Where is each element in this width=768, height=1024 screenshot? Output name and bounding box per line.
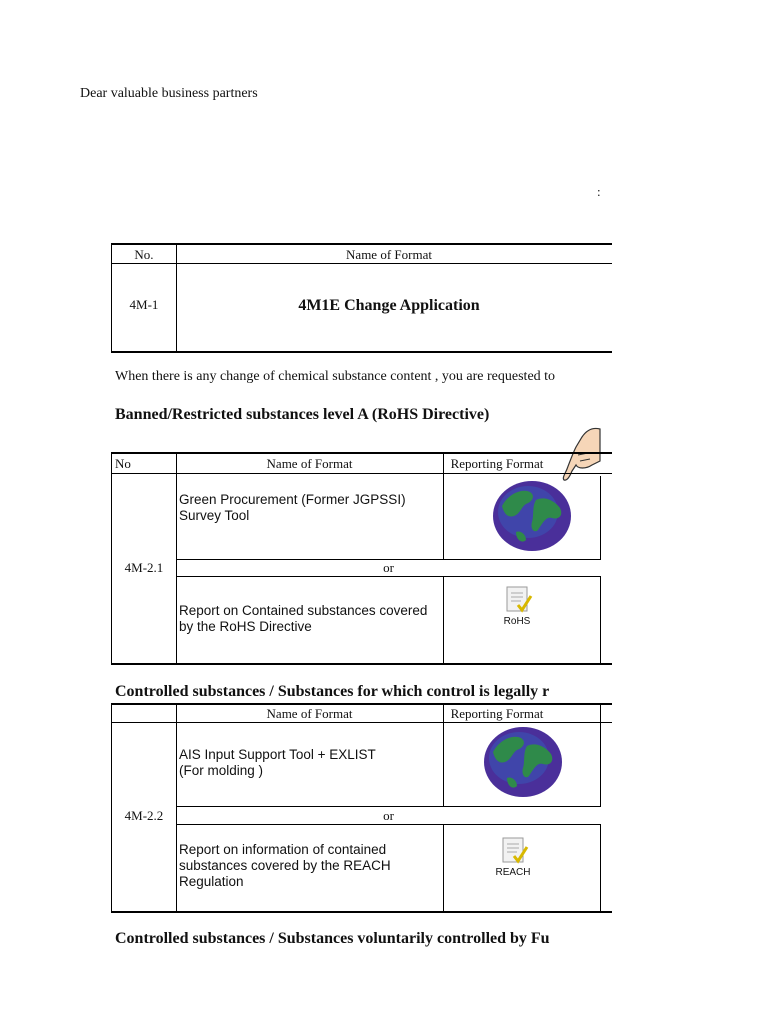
- col-header-no: No.: [134, 247, 154, 262]
- greeting-text: Dear valuable business partners: [80, 86, 258, 101]
- format-name-ais-tool-note: (For molding ): [179, 763, 264, 778]
- format-table-rohs: [111, 452, 612, 665]
- or-separator: or: [383, 808, 394, 823]
- row-code: 4M-2.1: [124, 560, 164, 575]
- col-header-name: Name of Format: [266, 706, 353, 721]
- col-header-name: Name of Format: [346, 247, 432, 262]
- format-table-4m1: [111, 243, 612, 353]
- section-heading-rohs: Banned/Restricted substances level A (RoHS Directive): [115, 406, 490, 423]
- section-heading-reach: Controlled substances / Substances for which control is legally r: [115, 683, 550, 700]
- row-code: 4M-2.2: [124, 808, 164, 823]
- format-name-survey-tool: Green Procurement (Former JGPSSI) Survey Tool: [179, 492, 406, 523]
- stray-mark: :: [597, 184, 601, 199]
- table-header: [112, 245, 612, 264]
- section-heading-voluntary: Controlled substances / Substances voluntarily controlled by Fu: [115, 930, 550, 947]
- format-name-ais-tool: AIS Input Support Tool + EXLIST: [179, 747, 376, 762]
- format-name-reach-report: Report on information of contained substances covered by the REACH Regulation: [179, 842, 391, 889]
- format-table-reach: [111, 703, 612, 913]
- col-header-reporting: Reporting Format: [450, 706, 544, 721]
- format-name-rohs-report: Report on Contained substances covered by the RoHS Directive: [179, 603, 428, 634]
- row-code: 4M-1: [129, 297, 159, 312]
- col-header-no: No: [115, 456, 131, 471]
- or-separator: or: [383, 560, 394, 575]
- document-check-icon[interactable]: [498, 836, 532, 866]
- col-header-reporting: Reporting Format: [450, 456, 544, 471]
- intro-text: When there is any change of chemical substance content , you are requested to: [115, 369, 556, 384]
- row-format-name: 4M1E Change Application: [298, 297, 480, 314]
- document-check-icon[interactable]: [502, 585, 536, 615]
- globe-icon[interactable]: [492, 480, 572, 552]
- globe-icon[interactable]: [483, 726, 563, 798]
- rohs-label: RoHS: [503, 616, 531, 627]
- reach-label: REACH: [495, 867, 531, 878]
- col-header-name: Name of Format: [266, 456, 353, 471]
